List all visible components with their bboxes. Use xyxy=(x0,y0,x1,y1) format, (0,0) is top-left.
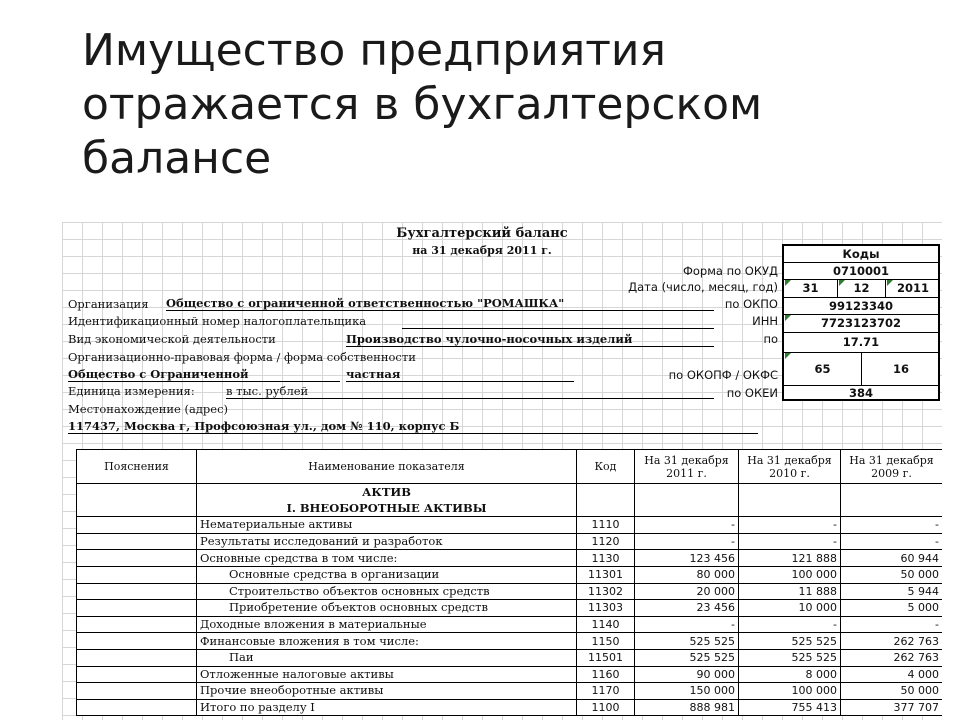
okei-code: 384 xyxy=(848,386,873,400)
inn-label-left: Идентификационный номер налогоплательщика xyxy=(68,314,367,328)
document-date: на 31 декабря 2011 г. xyxy=(412,244,552,257)
value-cell xyxy=(739,500,841,517)
table-row xyxy=(77,633,943,650)
value-2010: - xyxy=(739,517,841,534)
indicator-code: 1110 xyxy=(577,517,635,534)
okved-code: 17.71 xyxy=(784,333,938,353)
value-2009: 50 000 xyxy=(841,566,943,583)
table-row xyxy=(77,533,943,550)
value-2009: 5 000 xyxy=(841,600,943,617)
code-cell xyxy=(577,500,635,517)
value-2011: - xyxy=(635,517,739,534)
notes-cell xyxy=(77,484,197,501)
section-row xyxy=(77,500,943,517)
value-2011: - xyxy=(635,533,739,550)
date-label: Дата (число, месяц, год) xyxy=(628,280,778,294)
value-2010: - xyxy=(739,616,841,633)
notes-cell xyxy=(77,600,197,617)
okud-label: Форма по ОКУД xyxy=(682,264,778,278)
table-row xyxy=(77,616,943,633)
document-title: Бухгалтерский баланс xyxy=(396,226,568,241)
notes-cell xyxy=(77,699,197,716)
notes-cell xyxy=(77,633,197,650)
value-2011: 20 000 xyxy=(635,583,739,600)
value-2009: 377 707 xyxy=(841,699,943,716)
indicator-name: Прочие внеоборотные активы xyxy=(197,683,577,700)
slide-title-line: отражается в бухгалтерском xyxy=(82,79,763,130)
value-cell xyxy=(841,500,943,517)
indicator-name: Приобретение объектов основных средств xyxy=(197,600,577,617)
notes-cell xyxy=(77,533,197,550)
section-row xyxy=(77,484,943,501)
value-2010: 10 000 xyxy=(739,600,841,617)
table-row xyxy=(77,666,943,683)
indicator-name: Доходные вложения в материальные xyxy=(197,616,577,633)
notes-cell xyxy=(77,583,197,600)
activity-label: Вид экономической деятельности xyxy=(68,332,276,346)
indicator-name: Основные средства в том числе: xyxy=(197,550,577,567)
okopf-code: 65 xyxy=(784,353,862,385)
value-2011: 90 000 xyxy=(635,666,739,683)
date-month: 12 xyxy=(838,280,886,297)
indicator-name: Основные средства в организации xyxy=(197,566,577,583)
address-label: Местонахождение (адрес) xyxy=(68,402,229,416)
indicator-code: 11302 xyxy=(577,583,635,600)
codes-header: Коды xyxy=(784,246,938,263)
green-corner-mark xyxy=(785,280,791,286)
table-row xyxy=(77,600,943,617)
value-2009: 5 944 xyxy=(841,583,943,600)
indicator-code: 11303 xyxy=(577,600,635,617)
inn-underline xyxy=(402,328,714,329)
inn-code: 7723123702 xyxy=(784,315,938,333)
indicator-code: 1170 xyxy=(577,683,635,700)
indicator-code: 1160 xyxy=(577,666,635,683)
value-2010: 121 888 xyxy=(739,550,841,567)
table-row xyxy=(77,699,943,716)
green-corner-mark xyxy=(785,353,791,359)
indicator-code: 1120 xyxy=(577,533,635,550)
notes-cell xyxy=(77,649,197,666)
okfs-code: 16 xyxy=(892,362,909,376)
okpo-label: по ОКПО xyxy=(724,297,778,311)
notes-cell xyxy=(77,616,197,633)
value-2011: 80 000 xyxy=(635,566,739,583)
value-2009: - xyxy=(841,517,943,534)
value-2009: 50 000 xyxy=(841,683,943,700)
col-header-2009: На 31 декабря 2009 г. xyxy=(841,450,943,484)
form-left: Общество с Ограниченной xyxy=(68,367,340,382)
notes-cell xyxy=(77,550,197,567)
value-2009: 262 763 xyxy=(841,649,943,666)
green-corner-mark xyxy=(887,280,893,286)
notes-cell xyxy=(77,566,197,583)
value-2010: 11 888 xyxy=(739,583,841,600)
date-day: 31 xyxy=(784,280,838,297)
table-header-row xyxy=(77,450,943,484)
balance-table xyxy=(76,449,942,716)
unit-value: в тыс. рублей xyxy=(226,384,714,399)
notes-cell xyxy=(77,500,197,517)
activity-value: Производство чулочно-носочных изделий xyxy=(346,332,714,347)
okopf-label: по ОКОПФ / ОКФС xyxy=(668,368,778,382)
indicator-code: 11301 xyxy=(577,566,635,583)
date-codes xyxy=(784,280,938,298)
codes-box xyxy=(782,244,940,401)
value-2010: 100 000 xyxy=(739,683,841,700)
indicator-name: Отложенные налоговые активы xyxy=(197,666,577,683)
balance-sheet-document xyxy=(62,222,942,720)
value-2010: 525 525 xyxy=(739,649,841,666)
value-2009: 262 763 xyxy=(841,633,943,650)
col-header-notes: Пояснения xyxy=(77,450,197,484)
okopf-okfs-codes xyxy=(784,353,938,386)
value-2011: - xyxy=(635,616,739,633)
indicator-name: Результаты исследований и разработок xyxy=(197,533,577,550)
unit-label: Единица измерения: xyxy=(68,384,195,398)
col-header-code: Код xyxy=(577,450,635,484)
notes-cell xyxy=(77,666,197,683)
indicator-code: 1100 xyxy=(577,699,635,716)
value-2009: 60 944 xyxy=(841,550,943,567)
value-2010: 755 413 xyxy=(739,699,841,716)
org-label: Организация xyxy=(68,297,149,311)
value-2009: - xyxy=(841,616,943,633)
col-header-2010: На 31 декабря 2010 г. xyxy=(739,450,841,484)
col-header-indicator: Наименование показателя xyxy=(197,450,577,484)
value-2009: 4 000 xyxy=(841,666,943,683)
table-row xyxy=(77,649,943,666)
org-name: Общество с ограниченной ответственностью "РОМАШКА" xyxy=(166,296,714,311)
slide-title-line: Имущество предприятия xyxy=(82,25,666,76)
form-label: Организационно-правовая форма / форма собственности xyxy=(68,350,416,364)
value-2010: - xyxy=(739,533,841,550)
notes-cell xyxy=(77,683,197,700)
table-row xyxy=(77,583,943,600)
form-right: частная xyxy=(346,367,574,382)
okpo-code: 99123340 xyxy=(784,298,938,315)
section-asset: АКТИВ xyxy=(197,484,577,501)
value-cell xyxy=(635,500,739,517)
indicator-name: Финансовые вложения в том числе: xyxy=(197,633,577,650)
value-2010: 525 525 xyxy=(739,633,841,650)
indicator-name: Итого по разделу I xyxy=(197,699,577,716)
indicator-name: Паи xyxy=(197,649,577,666)
table-row xyxy=(77,550,943,567)
code-cell xyxy=(577,484,635,501)
okei-label: по ОКЕИ xyxy=(726,386,778,400)
table-row xyxy=(77,566,943,583)
value-cell xyxy=(739,484,841,501)
indicator-code: 1130 xyxy=(577,550,635,567)
section-noncurrent-assets: I. ВНЕОБОРОТНЫЕ АКТИВЫ xyxy=(197,500,577,517)
indicator-code: 1150 xyxy=(577,633,635,650)
value-2011: 23 456 xyxy=(635,600,739,617)
value-2011: 525 525 xyxy=(635,649,739,666)
value-2011: 888 981 xyxy=(635,699,739,716)
value-2010: 100 000 xyxy=(739,566,841,583)
address-value: 117437, Москва г, Профсоюзная ул., дом № 110, корпус Б xyxy=(68,419,758,434)
value-cell xyxy=(841,484,943,501)
indicator-code: 11501 xyxy=(577,649,635,666)
green-corner-mark xyxy=(839,280,845,286)
indicator-name: Нематериальные активы xyxy=(197,517,577,534)
value-2010: 8 000 xyxy=(739,666,841,683)
po-label: по xyxy=(763,332,778,346)
value-2011: 150 000 xyxy=(635,683,739,700)
inn-label: ИНН xyxy=(752,314,778,328)
slide-title-line: балансе xyxy=(82,133,272,184)
slide-title xyxy=(82,24,942,186)
green-corner-mark xyxy=(785,315,791,321)
table-row xyxy=(77,683,943,700)
value-2011: 525 525 xyxy=(635,633,739,650)
table-row xyxy=(77,517,943,534)
indicator-name: Строительство объектов основных средств xyxy=(197,583,577,600)
col-header-2011: На 31 декабря 2011 г. xyxy=(635,450,739,484)
value-2011: 123 456 xyxy=(635,550,739,567)
value-2009: - xyxy=(841,533,943,550)
date-year: 2011 xyxy=(896,281,929,295)
value-cell xyxy=(635,484,739,501)
notes-cell xyxy=(77,517,197,534)
indicator-code: 1140 xyxy=(577,616,635,633)
okud-code: 0710001 xyxy=(784,263,938,280)
